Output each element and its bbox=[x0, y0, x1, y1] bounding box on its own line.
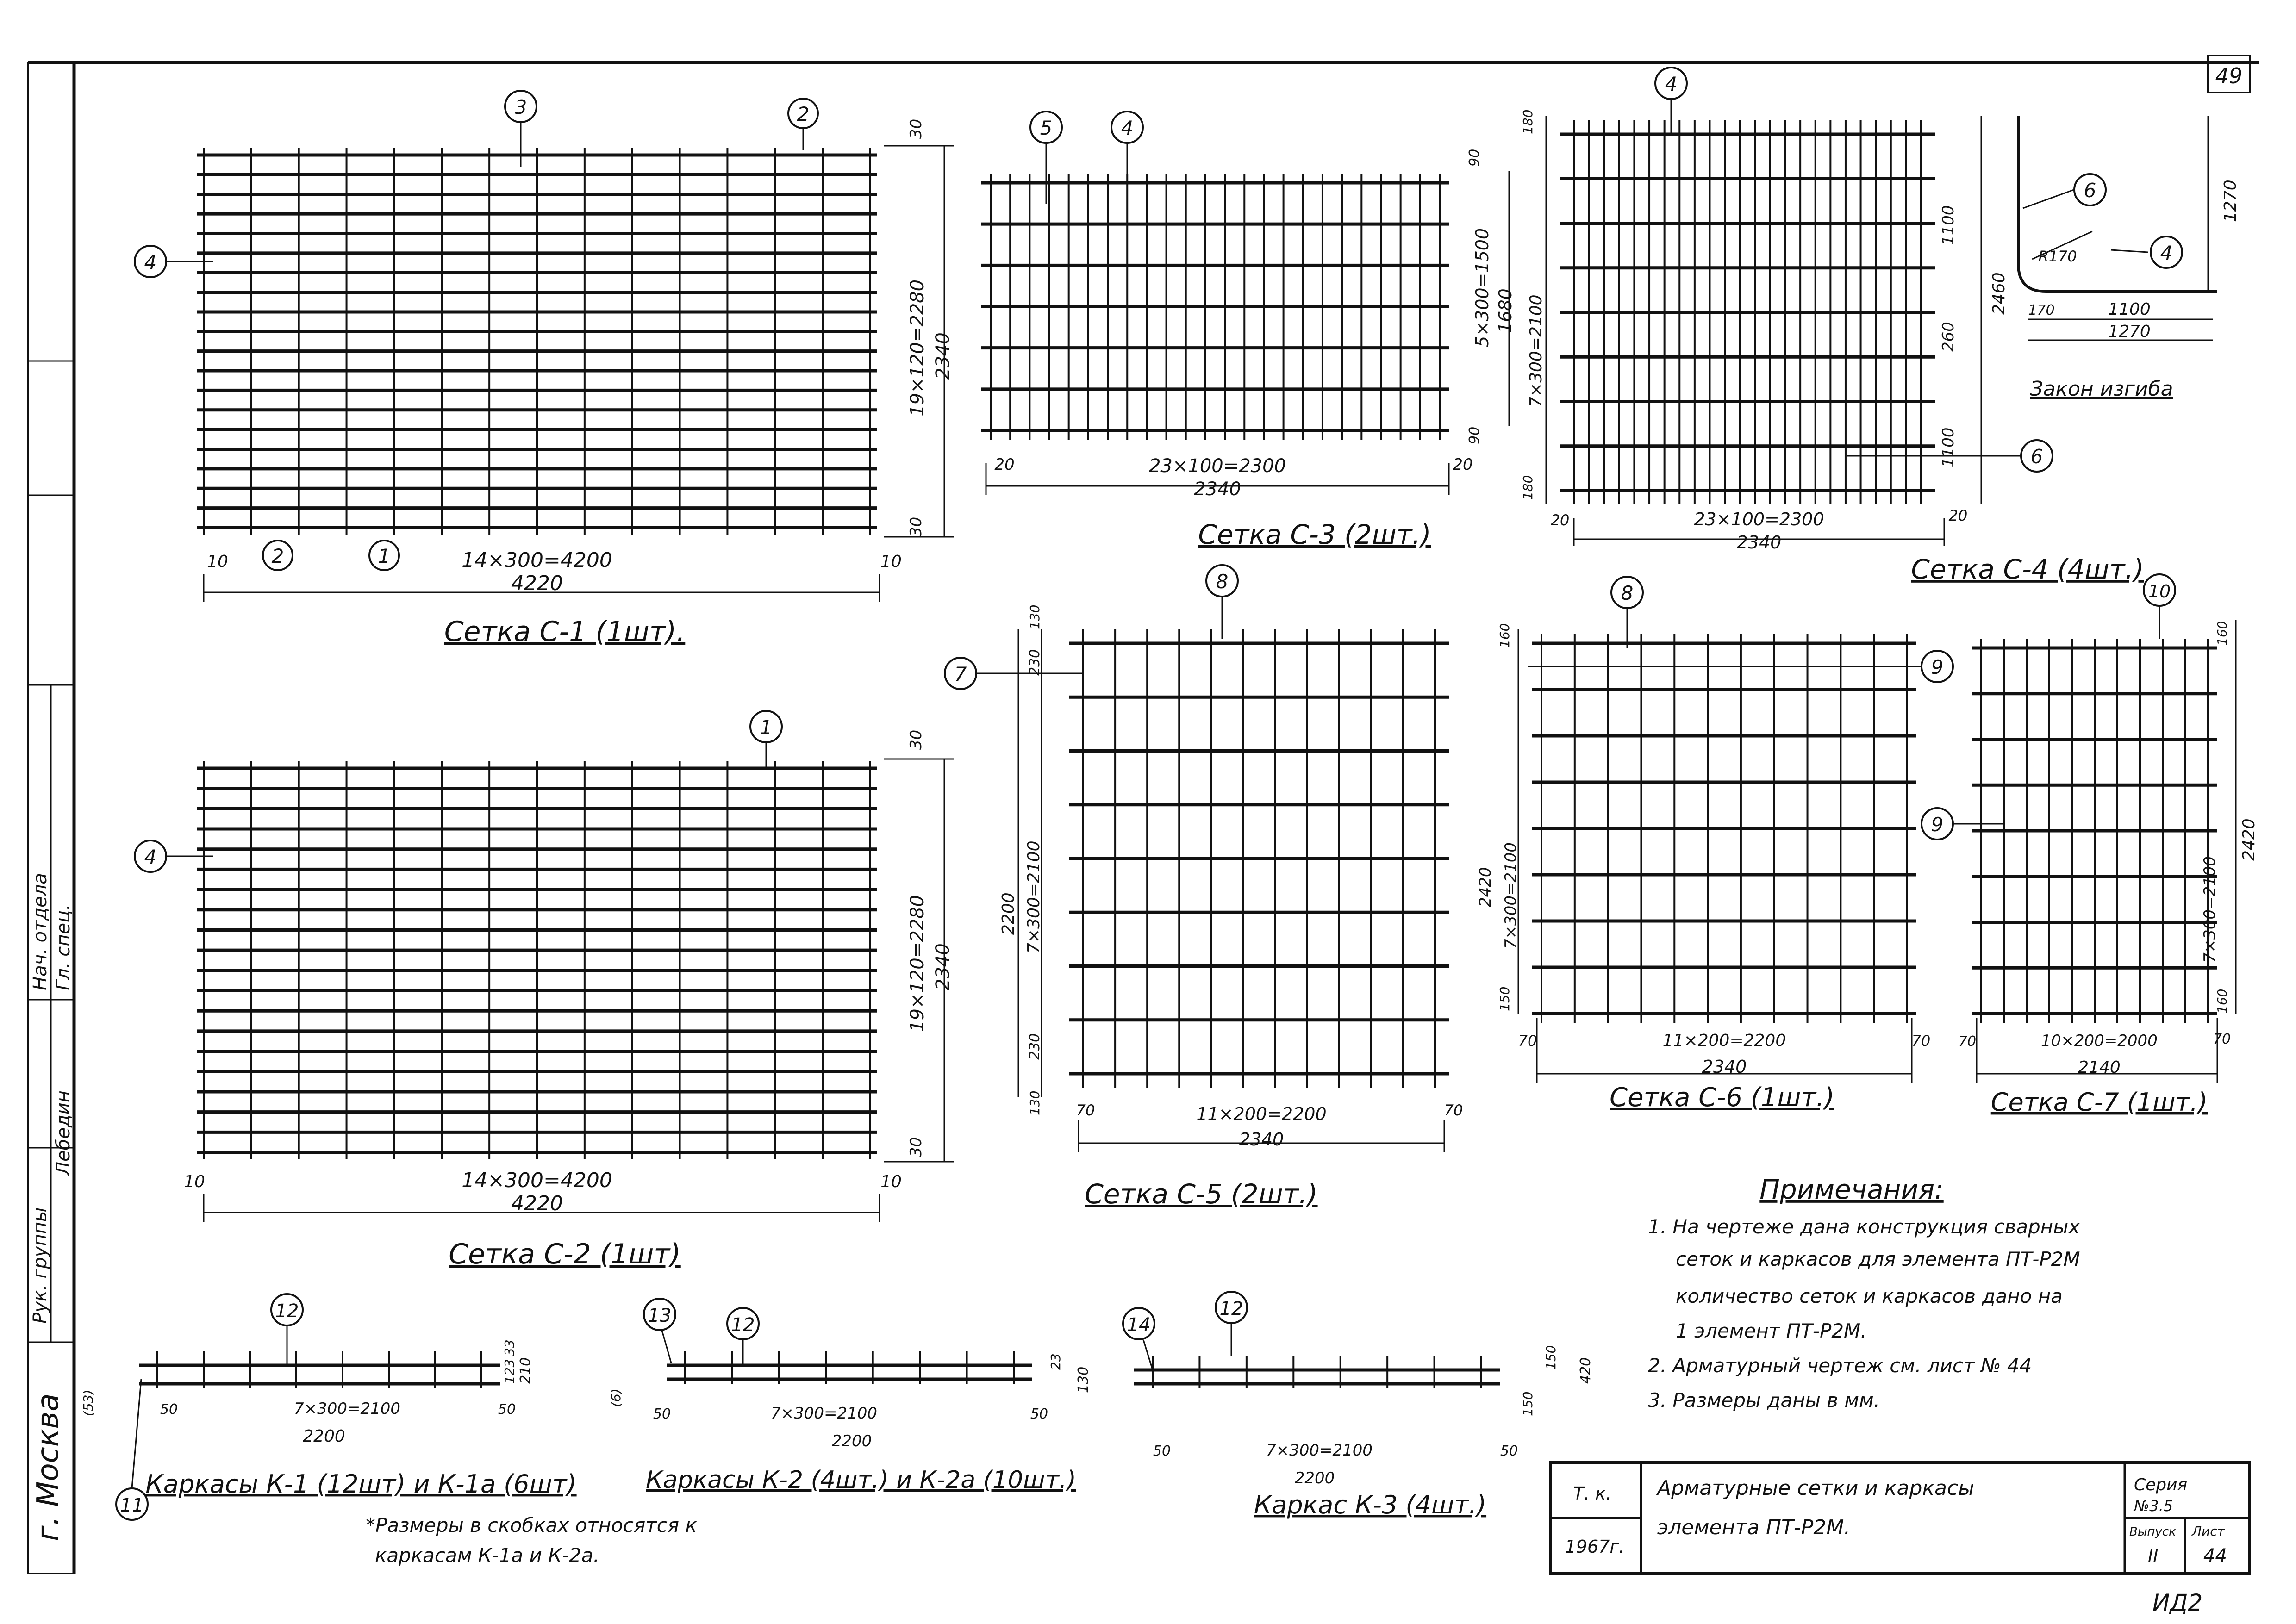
tb-series-label: Серия bbox=[2134, 1475, 2188, 1494]
k1-dim-total: 2200 bbox=[303, 1427, 345, 1446]
k3-dim-height: 420 bbox=[1578, 1357, 1594, 1384]
c4-dim-v-seg1: 1100 bbox=[1939, 205, 1958, 245]
c7-dim-edge-r: 70 bbox=[2213, 1031, 2231, 1047]
svg-text:6: 6 bbox=[2030, 445, 2043, 468]
c7-dim-v-total: 2420 bbox=[2240, 818, 2259, 861]
svg-text:9: 9 bbox=[1931, 656, 1944, 678]
svg-text:7: 7 bbox=[954, 663, 967, 685]
footnote-line-1: *Размеры в скобках относятся к bbox=[366, 1514, 697, 1537]
c1-dim-h-total: 4220 bbox=[511, 572, 563, 595]
stamp-role-2: Гл. спец. bbox=[53, 904, 74, 990]
corner-mark: ИД2 bbox=[2152, 1589, 2203, 1616]
bend-dim-1100: 1100 bbox=[2108, 300, 2151, 319]
c4-dim-top: 180 bbox=[1520, 109, 1535, 134]
c4-dim-h-total: 2340 bbox=[1736, 532, 1782, 553]
c5-title: Сетка С-5 (2шт.) bbox=[1085, 1178, 1318, 1210]
c4-dim-edge-r: 20 bbox=[1948, 507, 1968, 524]
note-line-5: 2. Арматурный чертеж см. лист № 44 bbox=[1648, 1354, 2032, 1377]
c3-dim-v: 5×300=1500 bbox=[1472, 228, 1492, 347]
c4-dim-v: 7×300=2100 bbox=[1527, 294, 1546, 407]
mesh-c2-grid bbox=[197, 761, 877, 1159]
k2-dim-edge-r: 50 bbox=[1030, 1406, 1048, 1422]
bend-title: Закон изгиба bbox=[2030, 377, 2173, 401]
k3-dim-edge-l: 50 bbox=[1153, 1443, 1171, 1459]
c5-dim-edge-l: 70 bbox=[1076, 1101, 1095, 1119]
c2-dim-v: 19×120=2280 bbox=[907, 895, 928, 1032]
c3-dim-bottom: 90 bbox=[1466, 426, 1483, 444]
c2-dim-h-total: 4220 bbox=[511, 1192, 563, 1215]
c5-dim-v: 7×300=2100 bbox=[1024, 840, 1043, 953]
svg-text:13: 13 bbox=[648, 1305, 672, 1326]
c7-dim-bottom: 160 bbox=[2215, 989, 2230, 1014]
tb-issue-label: Выпуск bbox=[2129, 1525, 2176, 1539]
k1-dim-spacing: 7×300=2100 bbox=[293, 1400, 401, 1418]
svg-text:10: 10 bbox=[2148, 581, 2171, 602]
stamp-name: Лебедин bbox=[53, 1090, 74, 1176]
c2-dim-h: 14×300=4200 bbox=[462, 1169, 612, 1192]
footnote-line-2: каркасам К-1а и К-2а. bbox=[375, 1544, 599, 1567]
stamp-role-3: Рук. группы bbox=[30, 1207, 51, 1324]
c2-dim-edge-l: 10 bbox=[184, 1172, 205, 1191]
c1-dim-top: 30 bbox=[907, 118, 925, 139]
k2-dim-edge-l: 50 bbox=[653, 1406, 671, 1422]
k3-dim-spacing: 7×300=2100 bbox=[1266, 1441, 1373, 1460]
note-line-4: 1 элемент ПТ-Р2М. bbox=[1676, 1319, 1867, 1342]
c2-dim-v-total: 2340 bbox=[932, 943, 954, 990]
c4-dim-v-total: 2460 bbox=[1990, 272, 2009, 315]
c3-dim-edge-l: 20 bbox=[994, 455, 1015, 474]
k1-dim-edge-r: 50 bbox=[498, 1401, 516, 1418]
c3-dim-edge-r: 20 bbox=[1453, 455, 1473, 474]
c3-dim-h-total: 2340 bbox=[1194, 479, 1241, 500]
note-line-2: сеток и каркасов для элемента ПТ-Р2М bbox=[1676, 1248, 2080, 1270]
k2-title: Каркасы К-2 (4шт.) и К-2а (10шт.) bbox=[646, 1466, 1076, 1494]
c7-dim-edge-l: 70 bbox=[1958, 1033, 1977, 1050]
title-block bbox=[1551, 1462, 2250, 1574]
mesh-c3-annotations bbox=[986, 112, 1516, 550]
mesh-c4-annotations bbox=[1520, 68, 2144, 585]
frames-annotations bbox=[81, 1292, 1594, 1567]
svg-text:4: 4 bbox=[1665, 73, 1678, 95]
note-line-3: количество сеток и каркасов дано на bbox=[1676, 1285, 2063, 1307]
tb-issue-value: II bbox=[2148, 1546, 2159, 1566]
c3-dim-h: 23×100=2300 bbox=[1148, 455, 1286, 477]
svg-text:4: 4 bbox=[144, 251, 157, 274]
c6-dim-v: 7×300=2100 bbox=[1502, 842, 1520, 949]
bend-radius: R170 bbox=[2038, 248, 2077, 265]
tb-code: Т. к. bbox=[1573, 1483, 1612, 1504]
k1-dim-height: 210 bbox=[518, 1357, 534, 1384]
k3-dim-total: 2200 bbox=[1294, 1469, 1335, 1487]
mesh-c6-annotations bbox=[1476, 577, 1953, 1113]
svg-text:12: 12 bbox=[731, 1314, 755, 1336]
svg-text:4: 4 bbox=[1121, 117, 1134, 139]
k1-dim-edge-l: 50 bbox=[160, 1401, 178, 1418]
c6-dim-top: 160 bbox=[1497, 623, 1512, 648]
c1-dim-edge-r: 10 bbox=[880, 552, 902, 571]
c3-dim-v-total: 1680 bbox=[1495, 288, 1516, 333]
c5-dim-top2: 130 bbox=[1027, 604, 1042, 629]
mesh-c3-grid bbox=[981, 174, 1449, 440]
bend-dim-1270-v: 1270 bbox=[2221, 180, 2240, 222]
c6-dim-bottom: 150 bbox=[1497, 986, 1512, 1011]
c2-title: Сетка С-2 (1шт) bbox=[449, 1238, 681, 1270]
tb-sheet-label: Лист bbox=[2192, 1524, 2225, 1539]
c6-title: Сетка С-6 (1шт.) bbox=[1610, 1083, 1834, 1113]
svg-text:2: 2 bbox=[797, 103, 810, 125]
tb-series-value: №3.5 bbox=[2134, 1497, 2173, 1515]
city-label: г. Москва bbox=[31, 1393, 65, 1541]
k3-dim-150b: 150 bbox=[1543, 1345, 1559, 1370]
c4-dim-h: 23×100=2300 bbox=[1694, 509, 1824, 529]
note-line-6: 3. Размеры даны в мм. bbox=[1648, 1389, 1880, 1412]
frames-group bbox=[139, 1351, 1500, 1388]
c7-title: Сетка С-7 (1шт.) bbox=[1990, 1088, 2208, 1117]
c2-dim-edge-r: 10 bbox=[880, 1172, 902, 1191]
tb-sheet-value: 44 bbox=[2203, 1545, 2227, 1567]
k3-dim-150a: 150 bbox=[1520, 1391, 1535, 1416]
note-line-1: 1. На чертеже дана конструкция сварных bbox=[1648, 1215, 2080, 1238]
c1-dim-bottom: 30 bbox=[907, 516, 925, 537]
tb-year: 1967г. bbox=[1565, 1537, 1625, 1557]
c4-dim-edge-l: 20 bbox=[1550, 511, 1570, 529]
svg-text:6: 6 bbox=[2084, 179, 2096, 202]
k1-dim-123: 123 bbox=[502, 1359, 517, 1384]
c6-dim-h-total: 2340 bbox=[1702, 1057, 1747, 1077]
page-number: 49 bbox=[2215, 63, 2243, 88]
c1-dim-edge-l: 10 bbox=[207, 552, 228, 571]
c1-dim-v: 19×120=2280 bbox=[907, 279, 928, 417]
c5-dim-v-total: 2200 bbox=[999, 892, 1018, 935]
svg-text:12: 12 bbox=[1219, 1298, 1243, 1319]
c3-title: Сетка С-3 (2шт.) bbox=[1198, 519, 1431, 550]
c6-dim-v-total: 2420 bbox=[1476, 867, 1495, 907]
svg-text:3: 3 bbox=[514, 96, 527, 118]
c1-title: Сетка С-1 (1шт). bbox=[444, 616, 686, 648]
svg-text:1: 1 bbox=[760, 716, 773, 739]
svg-text:8: 8 bbox=[1216, 570, 1229, 593]
k2-dim-spacing: 7×300=2100 bbox=[770, 1404, 878, 1423]
c4-dim-bottom: 180 bbox=[1520, 475, 1535, 500]
svg-text:12: 12 bbox=[275, 1300, 299, 1322]
c5-dim-h-total: 2340 bbox=[1239, 1129, 1284, 1150]
tb-title-2: элемента ПТ-Р2М. bbox=[1657, 1516, 1851, 1539]
mesh-c5-annotations bbox=[945, 565, 1463, 1210]
bend-dim-1270-h: 1270 bbox=[2108, 322, 2151, 341]
c6-dim-edge-r: 70 bbox=[1911, 1032, 1931, 1050]
svg-text:2: 2 bbox=[271, 545, 284, 567]
c7-dim-top: 160 bbox=[2215, 621, 2230, 646]
c2-dim-top: 30 bbox=[907, 729, 925, 750]
svg-text:8: 8 bbox=[1621, 582, 1634, 604]
c3-dim-top: 90 bbox=[1466, 149, 1483, 167]
svg-text:5: 5 bbox=[1040, 117, 1053, 139]
svg-text:4: 4 bbox=[2160, 242, 2173, 264]
notes-block bbox=[1648, 1174, 2080, 1412]
mesh-c1-grid bbox=[197, 148, 877, 535]
c1-dim-h: 14×300=4200 bbox=[462, 548, 612, 572]
c5-dim-bottom2: 130 bbox=[1027, 1090, 1042, 1115]
c6-dim-h: 11×200=2200 bbox=[1662, 1031, 1786, 1050]
k1-title: Каркасы К-1 (12шт) и К-1а (6шт) bbox=[145, 1469, 577, 1499]
svg-text:11: 11 bbox=[120, 1495, 144, 1516]
k2-dim-total: 2200 bbox=[831, 1432, 872, 1450]
c7-dim-h: 10×200=2000 bbox=[2041, 1032, 2158, 1050]
k3-dim-edge-r: 50 bbox=[1500, 1443, 1518, 1459]
svg-text:9: 9 bbox=[1931, 813, 1944, 836]
bend-detail bbox=[2018, 116, 2240, 401]
mesh-c4-grid bbox=[1560, 120, 1935, 504]
c7-dim-v: 7×300=2100 bbox=[2201, 856, 2219, 963]
mesh-c6-grid bbox=[1532, 634, 1916, 1023]
mesh-c7-grid bbox=[1972, 639, 2217, 1023]
svg-text:4: 4 bbox=[144, 846, 157, 868]
svg-text:1: 1 bbox=[378, 545, 391, 567]
k3-title: Каркас К-3 (4шт.) bbox=[1254, 1490, 1487, 1519]
c1-dim-v-total: 2340 bbox=[932, 332, 954, 380]
c7-dim-h-total: 2140 bbox=[2078, 1058, 2121, 1077]
k1-dim-33: 33 bbox=[502, 1339, 517, 1356]
k2-dim-23: 23 bbox=[1048, 1353, 1063, 1370]
bend-dim-170: 170 bbox=[2028, 302, 2055, 318]
c5-dim-bottom: 230 bbox=[1027, 1033, 1043, 1060]
notes-title: Примечания: bbox=[1759, 1174, 1944, 1205]
c2-dim-bottom: 30 bbox=[907, 1137, 925, 1157]
k2-dim-height: 130 bbox=[1075, 1366, 1092, 1393]
c5-dim-edge-r: 70 bbox=[1444, 1101, 1463, 1119]
c5-dim-h: 11×200=2200 bbox=[1196, 1104, 1327, 1124]
k2-dim-bracket: (6) bbox=[608, 1388, 624, 1407]
tb-title-1: Арматурные сетки и каркасы bbox=[1657, 1476, 1974, 1500]
c6-dim-edge-l: 70 bbox=[1518, 1032, 1537, 1050]
c4-title: Сетка С-4 (4шт.) bbox=[1911, 554, 2144, 585]
k1-dim-bracket: (53) bbox=[81, 1389, 96, 1416]
c4-dim-v-seg3: 1100 bbox=[1939, 427, 1958, 467]
svg-text:14: 14 bbox=[1127, 1314, 1151, 1336]
c5-dim-top: 230 bbox=[1027, 649, 1043, 676]
mesh-c5-grid bbox=[1069, 629, 1449, 1088]
c4-dim-v-seg2: 260 bbox=[1939, 322, 1958, 352]
stamp-role-1: Нач. отдела bbox=[30, 873, 51, 990]
